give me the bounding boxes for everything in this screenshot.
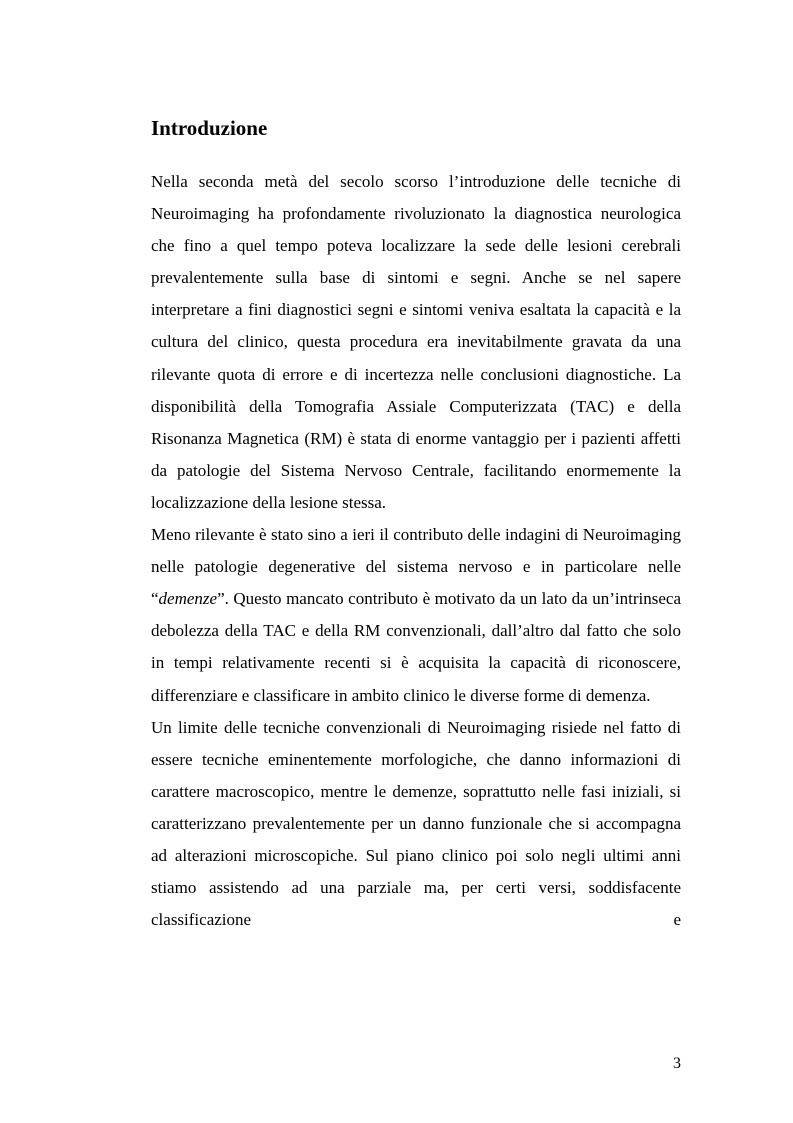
- page-number: 3: [673, 1055, 681, 1072]
- paragraph-1-text: Nella seconda metà del secolo scorso l’introduzione delle tecniche di Neuroimaging ha profondamente rivoluzionato la diagnostica neurologica che fino a quel tempo poteva localizzare la sede delle lesioni cerebrali prevalentemente sulla base di sintomi e segni. Anche se nel sapere interpretare a fini diagnostici segni e sintomi veniva esaltata la capacità e la cultura del clinico, questa procedura era inevitabilmente gravata da una rilevante quota di errore e di incertezza nelle conclusioni diagnostiche. La disponibilità della Tomografia Assiale Computerizzata (TAC) e della Risonanza Magnetica (RM) è stata di enorme vantaggio per i pazienti affetti da patologie del Sistema Nervoso Centrale, facilitando enormemente la localizzazione della lesione stessa.: [151, 172, 681, 512]
- paragraph-2-text-before: Meno rilevante è stato sino a ieri il contributo delle indagini di Neuroimaging nelle patologie degenerative del sistema nervoso e in particolare nelle “: [151, 525, 681, 609]
- section-heading: Introduzione: [151, 116, 268, 140]
- paragraph-1: [151, 166, 681, 519]
- paragraph-3-text: Un limite delle tecniche convenzionali di Neuroimaging risiede nel fatto di essere tecniche eminentemente morfologiche, che danno informazioni di carattere macroscopico, mentre le demenze, soprattutto nelle fasi iniziali, si caratterizzano prevalentemente per un danno funzionale che si accompagna ad alterazioni microscopiche. Sul piano clinico poi solo negli ultimi anni stiamo assistendo ad una parziale ma, per certi versi, soddisfacente classificazione e: [151, 717, 681, 930]
- paragraph-2: [151, 519, 681, 712]
- body-text: [151, 166, 681, 936]
- paragraph-2-text-after: ”. Questo mancato contributo è motivato da un lato da un’intrinseca debolezza della TAC e della RM convenzionali, dall’altro dal fatto che solo in tempi relativamente recenti si è acquisita la capacità di riconoscere, differenziare e classificare in ambito clinico le diverse forme di demenza.: [151, 589, 681, 705]
- paragraph-3: [151, 712, 681, 937]
- paragraph-2-emphasis: demenze: [158, 589, 218, 609]
